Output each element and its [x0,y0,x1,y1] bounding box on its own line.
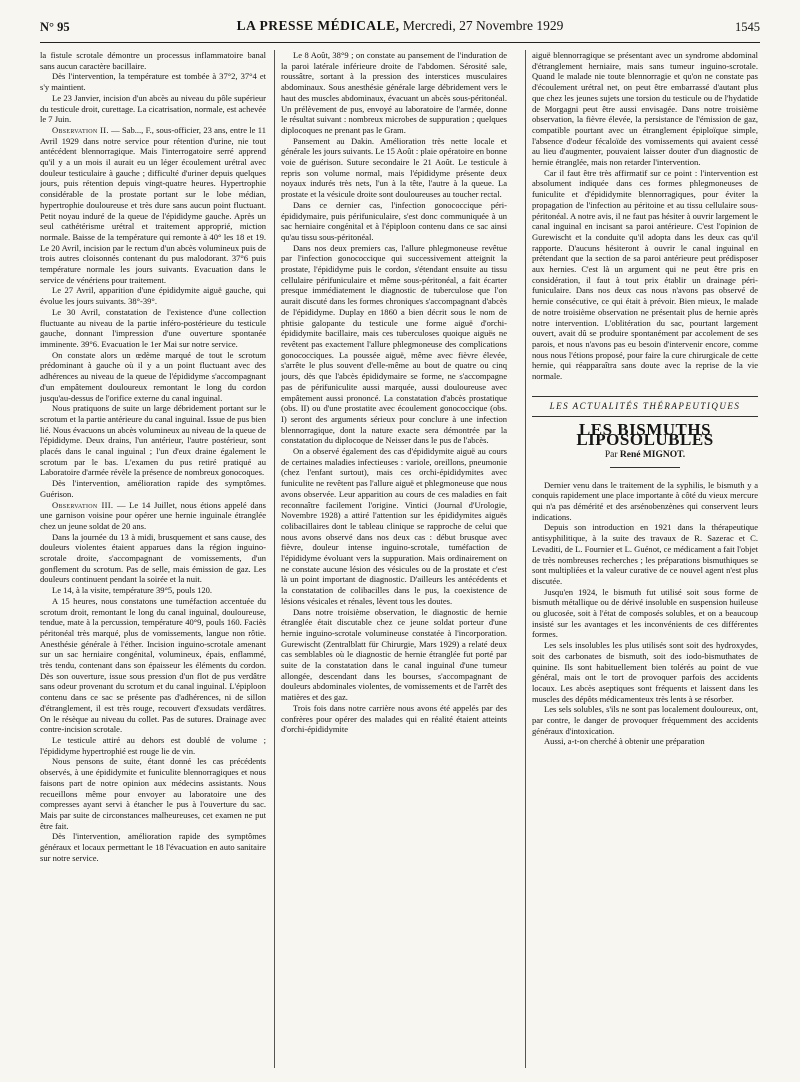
paragraph [281,703,507,735]
article-paragraph: Jusqu'en 1924, le bismuth fut utilisé soit sous forme de bismuth métallique ou de dérivé insoluble en suspension huileuse ou glucosée, soit à l'état de composés solubles, et on a beaucoup insisté sur les avantages et les inconvénients de ces différentes formes. [532,586,758,640]
column-middle [281,50,507,1070]
column-divider-left [274,50,275,1068]
paragraph-text: Dès l'intervention, la température est tombée à 37°2, 37°4 et s'y maintient. [40,71,266,93]
paragraph-text: Car il faut être très affirmatif sur ce point : l'intervention est absolument indiquée dans ces formes phlegmoneuses de funiculite et d'épididymite blennorragiques, pour éviter la propagation de l'infection au péritoine et au tissu cellulaire sous-péritonéal. A notre avis, il ne faut pas hésiter à ouvrir largement le canal inguinal en incisant sa paroi antérieure. C'est l'opinion de Gurewischt et la conduite qu'il adopta dans les deux cas qu'il rapporte. D'aucuns hésiteront à ouvrir le canal inguinal en prétendant que la section de sa paroi antérieure peut prédisposer aux hernies. C'est là un argument qui ne peut être pris en considération, il faut à tout prix établir un drainage péri-funiculaire. Dans nos deux cas nous n'avons pas observé de hernie consécutive, ce qui était à prévoir. Bien mieux, le malade de notre troisième observation ne présentait plus de hernie après notre intervention. L'oblitération du sac, pourtant largement ouvert, avait dû se produire spontanément par accolement de ses parois, et nous n'avons pas eu besoin d'intervenir encore, comme nous nous l'étions proposé, pour faire la cure chirurgicale de cette hernie, qui réapparaîtra sans doute avec la reprise de la vie normale. [532,167,758,382]
paragraph-text: Dans notre troisième observation, le diagnostic de hernie étranglée était discutable chez ce jeune soldat porteur d'une hernie inguino-scrotale volumineuse constatée à l'incorporation. Gurewischt (Zentralblatt für Chirurgie, Mars 1929) a relaté deux cas semblables où le diagnostic de hernie étranglée fut porté par suite de la constatation dans le canal inguinal d'une tumeur allongée, descendant dans les bourses, s'accompagnant de douleurs abdominales violentes, de vomissements et de l'arrêt des matières et des gaz. [281,606,507,703]
paragraph-text: Dans la journée du 13 à midi, brusquement et sans cause, des douleurs violentes étaient apparues dans la région inguino-scrotale droite, s'accompagnant de vomissements, d'un gonflement du scrotum. Pas de selle, mais émission de gaz. Les douleurs continuent pendant la soirée et la nuit. [40,531,266,585]
observation-label: Observation II. [52,124,109,135]
page-number: 1545 [735,20,760,34]
journal-name: LA PRESSE MÉDICALE, [236,18,400,33]
running-header [40,16,760,43]
paragraph [40,350,266,404]
issue-number: N° 95 [40,20,70,34]
paragraph-text: Trois fois dans notre carrière nous avons été appelés par des confrères pour opérer des malades qui en réalité étaient atteints d'orchi-épididymite [281,702,507,735]
paragraph-text: Le 30 Avril, constatation de l'existence d'une collection fluctuante au niveau de la partie inféro-postérieure du testicule gauche, donnant l'impression d'une ouverture spontanée imminente. 39°6. Evacuation le 1er Mai sur notre service. [40,306,266,349]
paragraph [40,831,266,863]
paragraph [281,607,507,703]
section-heading: LES ACTUALITÉS THÉRAPEUTIQUES [532,396,758,417]
paragraph [40,285,266,306]
article-title: LES BISMUTHS LIPOSOLUBLES [576,419,714,450]
paragraph [40,596,266,735]
paragraph-text: la fistule scrotale démontre un processus inflammatoire banal sans aucun caractère bacillaire. [40,50,266,71]
paragraph [281,50,507,136]
paragraph [281,200,507,243]
paragraph-text: — Sab..., F., sous-officier, 23 ans, entre le 11 Avril 1929 dans notre service pour rétention d'urine, nie tout antécédent blennorragique. Mais l'interrogatoire serré apprend qu'il y a un mois il aurait eu un léger écoulement urétral avec douleur testiculaire à gauche ; difficulté d'uriner depuis quelques jours, puis rétention depuis vingt-quatre heures. Hypertrophie considérable de la prostate portant sur le lobe médian, hypertrophie douloureuse et très dure sans aucun point fluctuant. Petit noyau induré de la queue de l'épididyme gauche. Après un seul cathétérisme urétral et traitement approprié, miction normale. Baisse de la température qui remonte à 40° les 18 et 19. Le 20 Avril, incision par le rectum d'un abcès volumineux puis de trois autres cloisonnés contenant du pus malodorant. 37°6 puis température normale les jours suivants. Evacuation dans le service de vénériens pour traitement. [40,124,266,285]
column-right [532,50,758,1070]
article-paragraph: Les sels solubles, s'ils ne sont pas localement douloureux, ont, par contre, le danger de provoquer fréquemment des accidents généraux d'intoxication. [532,704,758,736]
paragraph-text: Nous pratiquons de suite un large débridement portant sur le scrotum et la partie antérieure du canal inguinal. Issue de pus bien lié. Nous évacuons un abcès volumineux au niveau de la queue de l'épididyme. Deux drains, l'un antérieur, l'autre postérieur, sont placés dans le canal inguinal ; l'un d'eux draine également le scrotum par le bas. L'examen du pus retiré pratiqué au Laboratoire d'armée révèle la présence de nombreux gonocoques. [40,403,266,478]
article-paragraph: Depuis son introduction en 1921 dans la thérapeutique antisyphilitique, à la suite des travaux de R. Sazerac et C. Levaditi, de L. Fournier et L. Guénot, ce médicament a fait l'objet de très nombreuses recherches ; les préparations bismuthiques se sont multipliées et la valeur curative de ce nouvel agent n'est plus discutée. [532,522,758,586]
article-byline [532,450,758,461]
article-paragraph: Les sels insolubles les plus utilisés sont soit des hydroxydes, soit des carbonates de bismuth, soit des iodo-bismuthates de quinine. Ils sont habituellement bien tolérés au point de vue général, mais ont le tort de provoquer parfois des accidents locaux. Les abcès aseptiques sont fréquents et laissent dans les muscles des dépôts médicamenteux très lents à se résorber. [532,640,758,704]
column-divider-right [525,50,526,1068]
paragraph-text: A 15 heures, nous constatons une tuméfaction accentuée du scrotum droit, remontant le long du canal inguinal, douloureuse, tendue, mate à la percussion, température 40°9, pouls 160. Faciès péritonéal très marqué, plus de vomissements, langue non rôtie. Anesthésie générale à l'éther. Incision inguino-scrotale amenant sur un sac herniaire congénital, volumineux, épais, enflammé, très tendu, contenant dans son épaisseur les éléments du cordon. Dès son ouverture, issue sous pression d'un flot de pus verdâtre sans odeur provenant du scrotum et du canal inguinal. L'épiploon contenu dans ce sac se présente pas d'adhérences, ni de sillon d'étranglement, il est très rouge, recouvert d'exsudats verdâtres. On le résèque au niveau du collet. Pas de sutures. Drainage avec contre-incision scrotale. [40,595,266,735]
paragraph-text: Le 8 Août, 38°9 ; on constate au pansement de l'induration de la paroi latérale inférieure droite de l'abdomen. Sérosité sale, roussâtre, sortant à la pression des interstices musculaires abdominaux. Sous anesthésie générale large débridement vers le haut des muscles abdominaux, évacuant un abcès sous-péritonéal. Un prélèvement de pus, envoyé au laboratoire de l'armée, donne le résultat suivant : nombreux microbes de suppuration ; quelques diplocoques ne prenant pas le Gram. [281,50,507,135]
paragraph-text: Dans ce dernier cas, l'infection gonococcique péri-épididymaire, puis périfuniculaire, s'est donc communiquée à un sac herniaire congénital et à l'épiploon contenu dans ce sac ainsi qu'au tissu sous-péritonéal. [281,199,507,242]
paragraph-text: On a observé également des cas d'épididymite aiguë au cours de certaines maladies infectieuses : variole, oreillons, pneumonie (chez l'enfant surtout), mais ces orchi-épididymites avec funiculite ne revêtent pas l'allure aiguë et phlegmoneuse que nous avons observée. Leur apparition au cours de ces maladies en fait reconnaître facilement l'origine. Vintici (Journal d'Urologie, Novembre 1928) a attiré l'attention sur les épididymites aiguës colibacillaires dont le tableau clinique se rapproche de celui que nous avons observé dans nos deux cas : début brusque avec fièvre, douleur intense inguino-scrotale, tuméfaction de l'épididyme évoluant vers la suppuration. Mais ordinairement on ne constate aucune lésion des vésicules ou de la prostate et c'est là un point important de diagnostic. D'ailleurs les antécédents et la constatation de colibacilles dans le pus, la coexistence de lésions vésicales et rénales, lèvent tous les doutes. [281,446,507,606]
paragraph-text: Le testicule attiré au dehors est doublé de volume ; l'épididyme hypertrophié est rouge lie de vin. [40,735,266,756]
paragraph [40,93,266,125]
journal-title [40,18,760,34]
article-body [532,480,758,748]
paragraph [40,125,266,286]
paragraph-text: — Le 14 Juillet, nous étions appelé dans une garnison voisine pour opérer une hernie inguinale étranglée chez un jeune soldat de 20 ans. [40,499,266,531]
article-paragraph: Aussi, a-t-on cherché à obtenir une préparation [544,736,705,747]
paragraph [40,403,266,478]
title-rule [610,467,680,468]
paragraph-text: Le 14, à la visite, température 39°5, pouls 120. [52,585,213,596]
article-paragraph: Dernier venu dans le traitement de la syphilis, le bismuth y a conquis rapidement une place importante à côté du vieux mercure qui n'a pas démérité et des arsénobenzènes qui conservent leurs indications. [532,479,758,522]
byline-prefix: Par [604,449,618,460]
issue-date: Mercredi, 27 Novembre 1929 [402,18,564,33]
paragraph [40,50,266,71]
paragraph [40,532,266,586]
paragraph [40,756,266,831]
paragraph-text: Nous pensons de suite, étant donné les cas précédents observés, à une épididymite et funiculite blennorragiques et nous faisons part de notre opinion aux médecins assistants. Nous recueillons même pour envoyer au laboratoire une des compresses ayant servi à étancher le pus à l'ouverture du sac. Mais par suite de circonstances malheureuses, cet examen ne put être fait. [40,756,266,831]
paragraph [40,307,266,350]
paragraph [532,50,758,168]
paragraph [281,243,507,446]
paragraph-text: Dans nos deux premiers cas, l'allure phlegmoneuse revêtue par l'infection gonococcique qui successivement atteignit la prostate, l'épididyme puis le cordon, s'étendant ensuite au tissu cellulaire périfuniculaire et même sous-péritonéal, a fait écarter presque immédiatement le diagnostic de tuberculose que l'on aurait discuté dans les formes chroniques s'accompagnant d'abcès de l'épididyme. Duplay en 1860 a bien décrit sous le nom de phtisie galopante du testicule une forme aiguë d'orchi-épididymite bacillaire, mais ces tuberculoses quoique aiguës ne revêtent pas exactement l'allure phlegmoneuse des complications gonococciques. La poussée aiguë, même avec fièvre élevée, s'arrête le plus souvent d'elle-même au bout de quatre ou cinq jours, dès que l'abcès épididymaire se forme, ne s'accompagne pas de périfuniculite aussi marquée, aussi douloureuse avec empâtement aussi prononcé. La constatation d'abcès prostatique (obs. II) ou d'une prostatite avec écoulement gonococcique (obs. I) seront des arguments sérieux pour conclure à une infection blennorragique, dont la nature exacte sera démontrée par la constatation du diplocoque de Neisser dans le pus de l'abcès. [281,242,507,446]
paragraph [40,478,266,499]
paragraph [281,446,507,607]
paragraph-text: Le 23 Janvier, incision d'un abcès au niveau du pôle supérieur du testicule droit, curettage. La cicatrisation, normale, est achevée le 7 Juin. [40,92,266,125]
paragraph-text: Pansement au Dakin. Amélioration très nette locale et générale les jours suivants. Le 15 Août : plaie opératoire en bonne voie de guérison. Suture secondaire le 21 Août. Le testicule à repris son volume normal, mais l'épididyme présente deux noyaux indurés très nets, l'un à la tête, l'autre à la queue. La prostate et la vésicule droite sont douloureuses au toucher rectal. [281,135,507,200]
paragraph [40,500,266,532]
paragraph-text: Dès l'intervention, amélioration rapide des symptômes. Guérison. [40,478,266,499]
paragraph-text: Dès l'intervention, amélioration rapide des symptômes généraux et locaux permettant le 18 l'évacuation en auto sanitaire sur notre service. [40,831,266,863]
paragraph-text: aiguë blennorragique se présentant avec un syndrome abdominal d'étranglement herniaire, mais sans tumeur inguino-scrotale. Quand le malade nie toute blennorragie et qu'on ne constate pas d'écoulement urétral net, on peut être embarrassé d'autant plus que chez les jeunes sujets une torsion du testicule ou de l'hydatide de Morgagni peut être aussi envisagée. Dans notre troisième observation, la fièvre élevée, la persistance de l'émission de gaz, compatible pourtant avec un étranglement épiploïque simple, l'absence d'odeur fécaloïde des vomissements qui avaient cessé au lieu d'augmenter, pouvaient laisser douter d'un diagnostic de hernie étranglée, mais non retarder l'intervention. [532,50,758,168]
column-left [40,50,266,1070]
paragraph [40,585,266,596]
column-right-body [532,50,758,382]
paragraph-text: On constate alors un œdème marqué de tout le scrotum prédominant à gauche où il y a un point fluctuant avec des adhérences au niveau de la queue de l'épididyme s'accompagnant d'un empâtement douloureux remontant le long du cordon jusqu'au-dessus de l'orifice externe du canal inguinal. [40,349,266,403]
paragraph [281,136,507,200]
paragraph [532,168,758,382]
paragraph [40,735,266,756]
paragraph [40,71,266,92]
paragraph-text: Le 27 Avril, apparition d'une épididymite aiguë gauche, qui évolue les jours suivants. 38°-39°. [40,285,266,307]
article-author: René MIGNOT. [619,449,686,460]
observation-label: Observation III. [52,499,114,510]
